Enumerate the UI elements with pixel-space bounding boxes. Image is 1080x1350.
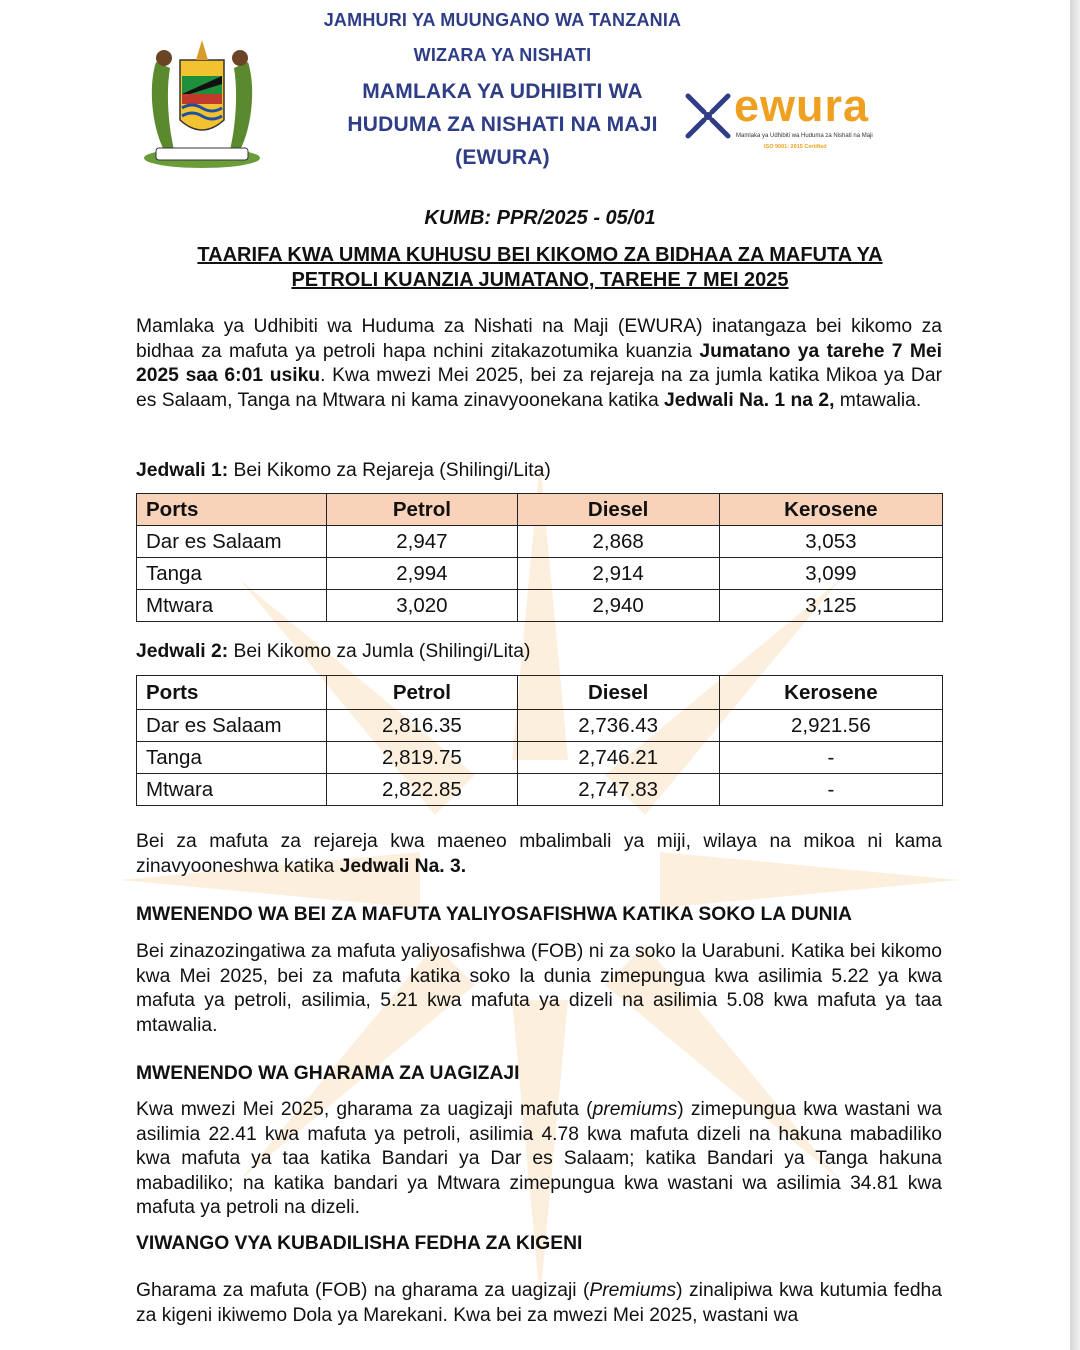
table-row (137, 558, 943, 590)
ewura-logo (682, 80, 882, 158)
port-cell: Mtwara (137, 590, 327, 622)
import-costs-text-2: ) zimepungua kwa wastani wa asilimia 22.41 kwa mafuta ya petroli, asilimia 4.78 kwa mafuta dizeli na hakuna mabadiliko kwa mafuta ya taa katika Bandari ya Dar es Salaam; katika Bandari ya Tanga hakuna mabadiliko; na katika bandari ya Mtwara zimepungua kwa wastani wa asilimia 34.81 kwa mafuta ya petroli na dizeli. (136, 1099, 942, 1218)
price-cell: 3,020 (327, 590, 517, 622)
price-cell: 2,819.75 (327, 742, 517, 774)
table-row (137, 526, 943, 558)
price-cell: 2,947 (327, 526, 517, 558)
exchange-rates-paragraph (136, 1279, 942, 1328)
intro-effective-date: Jumatano ya tarehe 7 Mei 2025 saa 6:01 usiku (136, 340, 942, 386)
price-cell: 2,746.21 (517, 742, 719, 774)
ewura-tagline: Mamlaka ya Udhibiti wa Huduma za Nishati na Maji (736, 133, 873, 139)
table2-caption-label: Jedwali 2: (136, 641, 229, 662)
section-heading-exchange-rates: VIWANGO VYA KUBADILISHA FEDHA ZA KIGENI (136, 1233, 583, 1254)
port-cell: Dar es Salaam (137, 710, 327, 742)
header-cell: Kerosene (719, 676, 942, 710)
intro-text-3: mtawalia. (834, 389, 922, 411)
table1-caption-label: Jedwali 1: (136, 460, 229, 481)
price-cell: - (719, 742, 942, 774)
table3-text: Bei za mafuta za rejareja kwa maeneo mbalimbali ya miji, wilaya na mikoa ni kama zinavyooneshwa katika (136, 831, 942, 877)
port-cell: Tanga (137, 558, 327, 590)
table-row (137, 742, 943, 774)
table-row (137, 774, 943, 806)
port-cell: Tanga (137, 742, 327, 774)
header-cell: Kerosene (719, 494, 942, 526)
header-cell: Diesel (517, 494, 719, 526)
intro-text-1: Mamlaka ya Udhibiti wa Huduma za Nishati na Maji (EWURA) inatangaza bei kikomo za bidhaa za mafuta ya petroli hapa nchini zitakazotumika kuanzia (136, 316, 942, 362)
import-costs-paragraph (136, 1098, 942, 1221)
table3-ref: Jedwali Na. 3. (339, 855, 467, 877)
table1-caption (136, 460, 551, 482)
price-cell: 3,053 (719, 526, 942, 558)
header-authority-line2: HUDUMA ZA NISHATI NA MAJI (347, 113, 658, 136)
price-cell: 2,822.85 (327, 774, 517, 806)
header-authority-line1: MAMLAKA YA UDHIBITI WA (362, 80, 643, 103)
reference-number: KUMB: PPR/2025 - 05/01 (424, 207, 656, 229)
import-costs-italic: premiums (592, 1099, 678, 1120)
table-row (137, 590, 943, 622)
table2-caption-text: Bei Kikomo za Jumla (Shilingi/Lita) (228, 641, 531, 662)
header-cell: Petrol (327, 676, 517, 710)
exchange-text-2: ) zinalipiwa kwa kutumia fedha za kigeni ikiwemo Dola ya Marekani. Kwa bei za mwezi Mei 2025, wastani wa (136, 1280, 942, 1326)
header-cell: Ports (137, 494, 327, 526)
notice-title-line2: PETROLI KUANZIA JUMATANO, TAREHE 7 MEI 2025 (291, 269, 789, 291)
table2-caption (136, 641, 530, 663)
header-cell: Petrol (327, 494, 517, 526)
ewura-wordmark: ewura (734, 80, 870, 131)
port-cell: Mtwara (137, 774, 327, 806)
price-cell: - (719, 774, 942, 806)
table-header-row (137, 676, 943, 710)
port-cell: Dar es Salaam (137, 526, 327, 558)
intro-paragraph (136, 315, 942, 413)
world-market-paragraph: Bei zinazozingatiwa za mafuta yaliyosafishwa (FOB) ni za soko la Uarabuni. Katika bei kikomo kwa Mei 2025, bei za mafuta katika soko la dunia zimepungua kwa asilimia 5.22 ya kwa mafuta ya petroli, asilimia, 5.21 kwa mafuta ya dizeli na asilimia 5.08 kwa mafuta ya taa mtawalia. (136, 941, 942, 1036)
intro-text-2: . Kwa mwezi Mei 2025, bei za rejareja na za jumla katika Mikoa ya Dar es Salaam, Tanga na Mtwara ni kama zinavyoonekana katika (136, 365, 942, 411)
header-cell: Ports (137, 676, 327, 710)
header-republic: JAMHURI YA MUUNGANO WA TANZANIA (323, 10, 682, 30)
price-cell: 2,940 (517, 590, 719, 622)
section-heading-import-costs: MWENENDO WA GHARAMA ZA UAGIZAJI (136, 1063, 520, 1084)
table-header-row (137, 494, 943, 526)
price-cell: 2,816.35 (327, 710, 517, 742)
import-costs-text-1: Kwa mwezi Mei 2025, gharama za uagizaji mafuta ( (136, 1099, 593, 1120)
price-cell: 2,914 (517, 558, 719, 590)
table1-caption-text: Bei Kikomo za Rejareja (Shilingi/Lita) (228, 460, 551, 481)
intro-table-ref: Jedwali Na. 1 na 2, (664, 389, 835, 411)
ewura-iso-note: ISO 9001: 2015 Certified (764, 144, 827, 150)
header-ministry: WIZARA YA NISHATI (413, 45, 592, 65)
price-cell: 2,747.83 (517, 774, 719, 806)
wholesale-price-table (136, 675, 943, 806)
price-cell: 3,099 (719, 558, 942, 590)
header-cell: Diesel (517, 676, 719, 710)
price-cell: 3,125 (719, 590, 942, 622)
header-authority-abbrev: (EWURA) (455, 146, 550, 169)
table3-reference-paragraph (136, 830, 942, 879)
price-cell: 2,736.43 (517, 710, 719, 742)
price-cell: 2,921.56 (719, 710, 942, 742)
notice-title-line1: TAARIFA KWA UMMA KUHUSU BEI KIKOMO ZA BIDHAA ZA MAFUTA YA (197, 244, 883, 266)
retail-price-table (136, 493, 943, 622)
exchange-italic: Premiums (589, 1280, 677, 1301)
page-edge-shadow (1070, 0, 1080, 1350)
section-heading-world-market: MWENENDO WA BEI ZA MAFUTA YALIYOSAFISHWA KATIKA SOKO LA DUNIA (136, 904, 852, 925)
ewura-star-icon (682, 90, 734, 142)
price-cell: 2,868 (517, 526, 719, 558)
table-row (137, 710, 943, 742)
exchange-text-1: Gharama za mafuta (FOB) na gharama za uagizaji ( (136, 1280, 590, 1301)
price-cell: 2,994 (327, 558, 517, 590)
